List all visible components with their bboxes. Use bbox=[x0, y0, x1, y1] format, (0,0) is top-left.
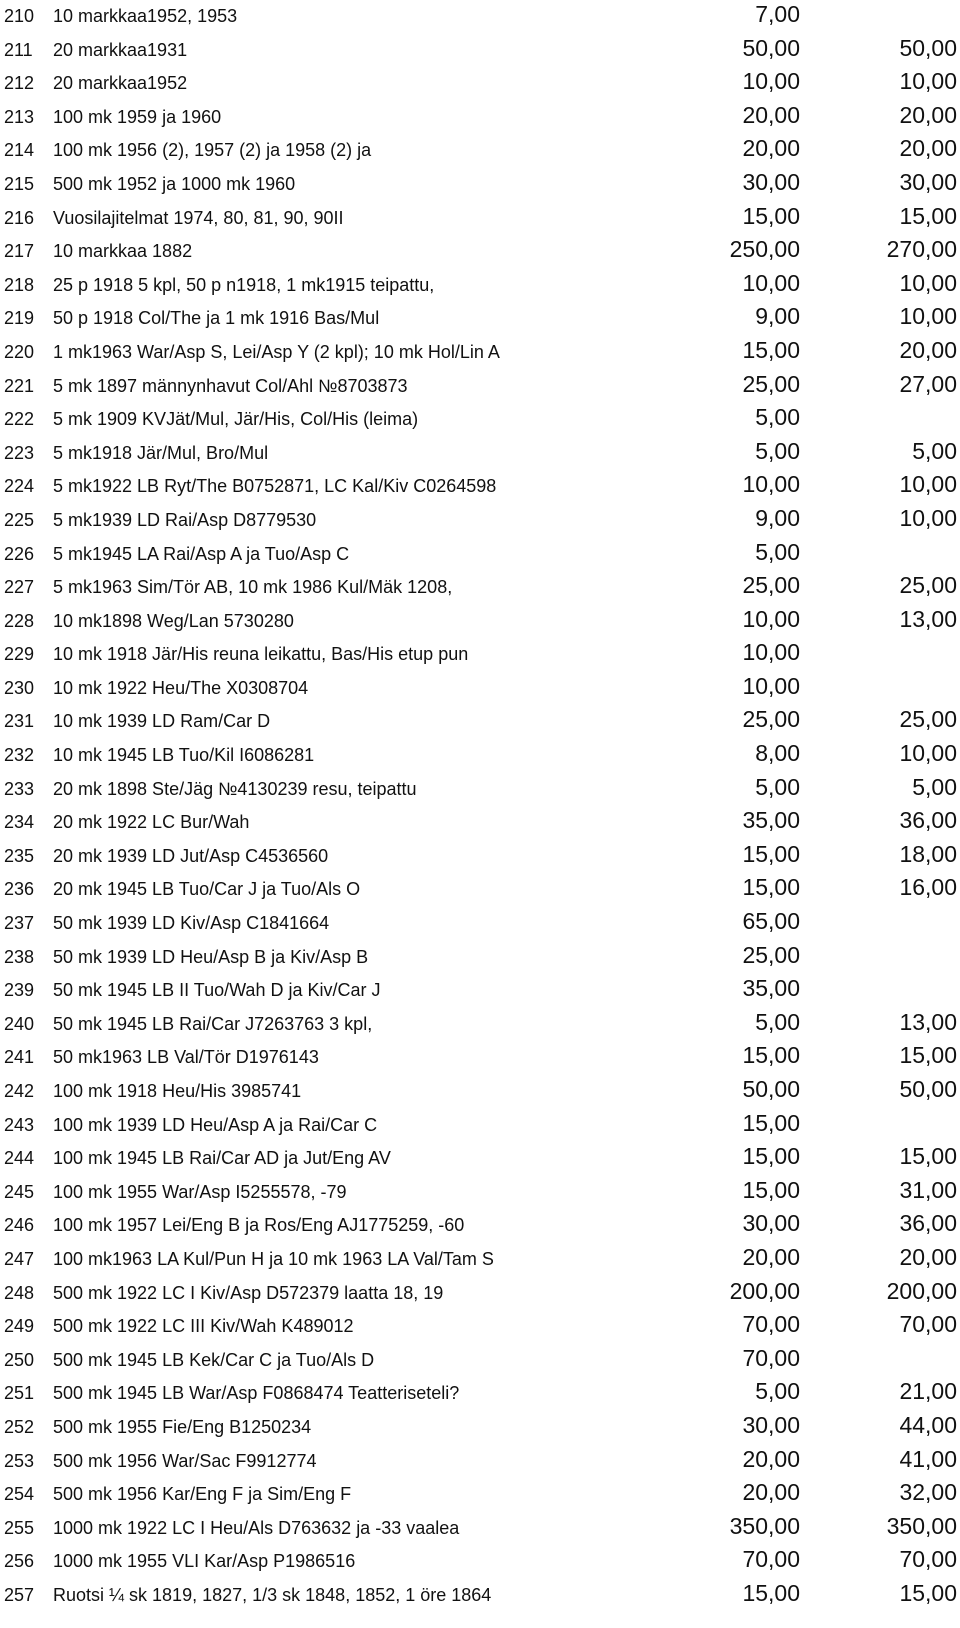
item-description: 5 mk1922 LB Ryt/The B0752871, LC Kal/Kiv C0264598 bbox=[53, 476, 497, 497]
item-number: 222 bbox=[4, 409, 35, 430]
item-number: 233 bbox=[4, 778, 35, 799]
price-realized: 50,00 bbox=[899, 1076, 957, 1102]
item-number: 212 bbox=[4, 73, 35, 94]
item-description: Ruotsi ¼ sk 1819, 1827, 1/3 sk 1848, 1852, 1 öre 1864 bbox=[53, 1584, 492, 1605]
price-estimate: 15,00 bbox=[742, 1109, 800, 1136]
list-item bbox=[0, 1041, 960, 1075]
price-realized: 13,00 bbox=[899, 1008, 957, 1035]
item-description: 500 mk 1945 LB War/Asp F0868474 Teatteriseteli? bbox=[53, 1383, 460, 1404]
list-item bbox=[0, 1478, 960, 1512]
price-estimate: 70,00 bbox=[742, 1344, 800, 1371]
price-estimate: 10,00 bbox=[742, 269, 800, 296]
price-realized: 36,00 bbox=[899, 1210, 957, 1237]
price-realized: 5,00 bbox=[912, 773, 957, 800]
item-number: 249 bbox=[4, 1316, 35, 1337]
list-item bbox=[0, 1075, 960, 1109]
price-realized: 20,00 bbox=[899, 336, 957, 363]
list-item bbox=[0, 806, 960, 840]
item-number: 211 bbox=[4, 39, 33, 60]
price-realized: 44,00 bbox=[899, 1411, 957, 1438]
item-description: 5 mk 1909 KVJät/Mul, Jär/His, Col/His (leima) bbox=[53, 409, 419, 430]
item-description: 50 mk 1945 LB II Tuo/Wah D ja Kiv/Car J bbox=[53, 980, 381, 1001]
price-realized: 25,00 bbox=[899, 706, 957, 733]
list-item bbox=[0, 504, 960, 538]
list-item bbox=[0, 1545, 960, 1579]
item-number: 240 bbox=[4, 1013, 35, 1034]
item-number: 257 bbox=[4, 1584, 35, 1605]
item-description: 100 mk1963 LA Kul/Pun H ja 10 mk 1963 LA Val/Tam S bbox=[53, 1248, 494, 1269]
list-item bbox=[0, 1142, 960, 1176]
item-description: 50 mk 1939 LD Heu/Asp B ja Kiv/Asp B bbox=[53, 946, 369, 967]
list-item bbox=[0, 705, 960, 739]
list-item bbox=[0, 302, 960, 336]
price-realized: 32,00 bbox=[899, 1479, 957, 1506]
item-description: 100 mk 1956 (2), 1957 (2) ja 1958 (2) ja bbox=[53, 140, 372, 161]
price-estimate: 5,00 bbox=[755, 404, 800, 431]
item-description: 1000 mk 1955 VLI Kar/Asp P1986516 bbox=[53, 1551, 356, 1572]
list-item bbox=[0, 34, 960, 68]
item-number: 244 bbox=[4, 1148, 35, 1169]
item-description: 500 mk 1922 LC III Kiv/Wah K489012 bbox=[53, 1316, 354, 1337]
item-description: Vuosilajitelmat 1974, 80, 81, 90, 90II bbox=[53, 207, 344, 228]
price-realized: 36,00 bbox=[899, 807, 957, 834]
item-description: 5 mk 1897 männynhavut Col/Ahl №8703873 bbox=[53, 375, 408, 396]
item-number: 236 bbox=[4, 879, 35, 900]
list-item bbox=[0, 470, 960, 504]
item-number: 255 bbox=[4, 1517, 35, 1538]
price-estimate: 200,00 bbox=[729, 1277, 800, 1304]
item-number: 228 bbox=[4, 610, 35, 631]
price-estimate: 15,00 bbox=[742, 1143, 800, 1170]
item-number: 219 bbox=[4, 308, 35, 329]
item-description: 10 markkaa 1882 bbox=[53, 241, 193, 262]
list-item bbox=[0, 437, 960, 471]
item-description: 10 mk 1945 LB Tuo/Kil I6086281 bbox=[53, 745, 315, 766]
list-item bbox=[0, 1209, 960, 1243]
item-description: 10 mk1898 Weg/Lan 5730280 bbox=[53, 610, 294, 631]
price-realized: 25,00 bbox=[899, 572, 957, 599]
price-estimate: 35,00 bbox=[742, 975, 800, 1002]
item-number: 225 bbox=[4, 509, 35, 530]
list-item bbox=[0, 873, 960, 907]
price-estimate: 10,00 bbox=[742, 672, 800, 699]
price-estimate: 15,00 bbox=[742, 1042, 800, 1069]
price-estimate: 25,00 bbox=[742, 941, 800, 968]
item-number: 241 bbox=[4, 1047, 35, 1068]
item-description: 500 mk 1955 Fie/Eng B1250234 bbox=[53, 1416, 312, 1437]
item-description: 50 mk 1945 LB Rai/Car J7263763 3 kpl, bbox=[53, 1013, 373, 1034]
item-number: 217 bbox=[4, 241, 35, 262]
item-description: 100 mk 1957 Lei/Eng B ja Ros/Eng AJ1775259, -60 bbox=[53, 1215, 465, 1236]
list-item bbox=[0, 773, 960, 807]
list-item bbox=[0, 1445, 960, 1479]
item-number: 253 bbox=[4, 1450, 35, 1471]
price-estimate: 9,00 bbox=[755, 303, 800, 330]
price-estimate: 10,00 bbox=[742, 639, 800, 666]
list-item bbox=[0, 605, 960, 639]
price-realized: 21,00 bbox=[899, 1378, 957, 1405]
item-number: 227 bbox=[4, 577, 35, 598]
list-item bbox=[0, 1377, 960, 1411]
item-number: 238 bbox=[4, 946, 35, 967]
item-description: 100 mk 1939 LD Heu/Asp A ja Rai/Car C bbox=[53, 1114, 378, 1135]
list-item bbox=[0, 134, 960, 168]
item-number: 250 bbox=[4, 1349, 35, 1370]
price-estimate: 10,00 bbox=[742, 605, 800, 632]
item-number: 252 bbox=[4, 1416, 35, 1437]
price-estimate: 20,00 bbox=[742, 1243, 800, 1270]
item-number: 224 bbox=[4, 476, 35, 497]
item-number: 210 bbox=[4, 6, 35, 26]
item-number: 235 bbox=[4, 845, 35, 866]
item-number: 214 bbox=[4, 140, 35, 161]
list-item bbox=[0, 101, 960, 135]
price-estimate: 15,00 bbox=[742, 1176, 800, 1203]
price-realized: 10,00 bbox=[899, 269, 957, 296]
price-estimate: 5,00 bbox=[755, 437, 800, 464]
price-estimate: 350,00 bbox=[729, 1512, 800, 1539]
price-realized: 20,00 bbox=[899, 101, 957, 128]
item-description: 10 markkaa1952, 1953 bbox=[53, 6, 238, 26]
price-estimate: 9,00 bbox=[755, 504, 800, 531]
item-description: 20 mk 1945 LB Tuo/Car J ja Tuo/Als O bbox=[53, 879, 361, 900]
list-item bbox=[0, 0, 960, 34]
item-number: 234 bbox=[4, 812, 35, 833]
price-estimate: 15,00 bbox=[742, 336, 800, 363]
price-realized: 41,00 bbox=[899, 1445, 957, 1472]
item-number: 221 bbox=[4, 375, 35, 396]
price-estimate: 20,00 bbox=[742, 1445, 800, 1472]
list-item bbox=[0, 1176, 960, 1210]
price-estimate: 35,00 bbox=[742, 807, 800, 834]
price-estimate: 20,00 bbox=[742, 135, 800, 162]
item-number: 239 bbox=[4, 980, 35, 1001]
item-description: 20 mk 1939 LD Jut/Asp C4536560 bbox=[53, 845, 329, 866]
item-number: 213 bbox=[4, 106, 35, 127]
item-description: 5 mk1939 LD Rai/Asp D8779530 bbox=[53, 509, 317, 530]
price-realized: 20,00 bbox=[899, 1243, 957, 1270]
item-number: 218 bbox=[4, 274, 35, 295]
price-estimate: 250,00 bbox=[729, 236, 800, 263]
price-realized: 10,00 bbox=[899, 471, 957, 498]
price-estimate: 30,00 bbox=[742, 1411, 800, 1438]
price-realized: 30,00 bbox=[899, 168, 957, 195]
price-realized: 70,00 bbox=[899, 1546, 957, 1573]
price-realized: 18,00 bbox=[899, 840, 957, 867]
price-realized: 10,00 bbox=[899, 68, 957, 95]
price-realized: 15,00 bbox=[899, 1143, 957, 1170]
item-description: 500 mk 1922 LC I Kiv/Asp D572379 laatta 18, 19 bbox=[53, 1282, 444, 1303]
item-number: 254 bbox=[4, 1484, 35, 1505]
item-number: 220 bbox=[4, 341, 35, 362]
price-realized: 20,00 bbox=[899, 135, 957, 162]
item-description: 500 mk 1956 Kar/Eng F ja Sim/Eng F bbox=[53, 1484, 352, 1505]
list-item bbox=[0, 739, 960, 773]
price-realized: 15,00 bbox=[899, 202, 957, 229]
price-realized: 15,00 bbox=[899, 1042, 957, 1069]
item-number: 246 bbox=[4, 1215, 35, 1236]
item-description: 10 mk 1918 Jär/His reuna leikattu, Bas/His etup pun bbox=[53, 644, 469, 665]
item-number: 215 bbox=[4, 173, 35, 194]
price-realized: 10,00 bbox=[899, 740, 957, 767]
price-estimate: 65,00 bbox=[742, 908, 800, 935]
item-description: 10 mk 1922 Heu/The X0308704 bbox=[53, 677, 309, 698]
price-realized: 50,00 bbox=[899, 34, 957, 61]
item-number: 230 bbox=[4, 677, 35, 698]
list-item bbox=[0, 1277, 960, 1311]
item-description: 20 mk 1898 Ste/Jäg №4130239 resu, teipattu bbox=[53, 778, 417, 799]
item-number: 243 bbox=[4, 1114, 35, 1135]
price-estimate: 25,00 bbox=[742, 706, 800, 733]
price-estimate: 30,00 bbox=[742, 168, 800, 195]
price-estimate: 7,00 bbox=[755, 1, 800, 27]
list-item bbox=[0, 672, 960, 706]
list-item bbox=[0, 202, 960, 236]
list-item bbox=[0, 168, 960, 202]
item-number: 216 bbox=[4, 207, 35, 228]
list-item bbox=[0, 1310, 960, 1344]
item-description: 50 mk 1939 LD Kiv/Asp C1841664 bbox=[53, 913, 330, 934]
list-item bbox=[0, 941, 960, 975]
price-estimate: 15,00 bbox=[742, 840, 800, 867]
list-item bbox=[0, 1411, 960, 1445]
item-number: 229 bbox=[4, 644, 35, 665]
price-realized: 31,00 bbox=[899, 1176, 957, 1203]
price-estimate: 15,00 bbox=[742, 1579, 800, 1606]
item-description: 500 mk 1952 ja 1000 mk 1960 bbox=[53, 173, 296, 194]
item-number: 232 bbox=[4, 745, 35, 766]
item-number: 248 bbox=[4, 1282, 35, 1303]
price-realized: 15,00 bbox=[899, 1579, 957, 1606]
item-number: 237 bbox=[4, 913, 35, 934]
list-item bbox=[0, 370, 960, 404]
price-realized: 10,00 bbox=[899, 504, 957, 531]
item-description: 20 markkaa1952 bbox=[53, 73, 188, 94]
item-number: 242 bbox=[4, 1081, 35, 1101]
price-estimate: 50,00 bbox=[742, 1076, 800, 1102]
price-realized: 5,00 bbox=[912, 437, 957, 464]
item-description: 20 mk 1922 LC Bur/Wah bbox=[53, 812, 250, 833]
list-item bbox=[0, 571, 960, 605]
list-item bbox=[0, 1109, 960, 1143]
list-item bbox=[0, 1344, 960, 1378]
list-item bbox=[0, 1243, 960, 1277]
list-item bbox=[0, 638, 960, 672]
price-estimate: 20,00 bbox=[742, 1479, 800, 1506]
price-estimate: 50,00 bbox=[742, 34, 800, 61]
list-item bbox=[0, 840, 960, 874]
list-item bbox=[0, 235, 960, 269]
price-estimate: 5,00 bbox=[755, 1008, 800, 1035]
list-item bbox=[0, 974, 960, 1008]
price-realized: 16,00 bbox=[899, 874, 957, 901]
item-description: 10 mk 1939 LD Ram/Car D bbox=[53, 711, 271, 732]
item-description: 50 mk1963 LB Val/Tör D1976143 bbox=[53, 1047, 319, 1068]
price-estimate: 15,00 bbox=[742, 874, 800, 901]
item-description: 100 mk 1918 Heu/His 3985741 bbox=[53, 1081, 302, 1101]
item-description: 500 mk 1945 LB Kek/Car C ja Tuo/Als D bbox=[53, 1349, 375, 1370]
item-description: 500 mk 1956 War/Sac F9912774 bbox=[53, 1450, 317, 1471]
item-description: 1000 mk 1922 LC I Heu/Als D763632 ja -33 vaalea bbox=[53, 1517, 460, 1538]
item-description: 100 mk 1945 LB Rai/Car AD ja Jut/Eng AV bbox=[53, 1148, 391, 1169]
item-number: 245 bbox=[4, 1181, 35, 1202]
item-description: 50 p 1918 Col/The ja 1 mk 1916 Bas/Mul bbox=[53, 308, 380, 329]
item-description: 100 mk 1955 War/Asp I5255578, -79 bbox=[53, 1181, 347, 1202]
list-item bbox=[0, 1579, 960, 1613]
item-number: 231 bbox=[4, 711, 35, 732]
price-estimate: 25,00 bbox=[742, 370, 800, 397]
item-description: 5 mk1945 LA Rai/Asp A ja Tuo/Asp C bbox=[53, 543, 350, 564]
price-realized: 27,00 bbox=[899, 370, 957, 397]
price-realized: 350,00 bbox=[886, 1512, 957, 1539]
price-estimate: 70,00 bbox=[742, 1546, 800, 1573]
list-item bbox=[0, 1512, 960, 1546]
item-number: 223 bbox=[4, 442, 35, 463]
list-item bbox=[0, 538, 960, 572]
price-estimate: 8,00 bbox=[755, 740, 800, 767]
price-estimate: 5,00 bbox=[755, 773, 800, 800]
price-estimate: 15,00 bbox=[742, 202, 800, 229]
item-description: 5 mk1918 Jär/Mul, Bro/Mul bbox=[53, 442, 269, 463]
list-item bbox=[0, 403, 960, 437]
item-description: 20 markkaa1931 bbox=[53, 39, 188, 60]
item-number: 251 bbox=[4, 1383, 35, 1404]
price-estimate: 25,00 bbox=[742, 572, 800, 599]
price-estimate: 5,00 bbox=[755, 538, 800, 565]
price-realized: 70,00 bbox=[899, 1311, 957, 1338]
list-item bbox=[0, 269, 960, 303]
price-estimate: 10,00 bbox=[742, 471, 800, 498]
price-realized: 10,00 bbox=[899, 303, 957, 330]
list-item bbox=[0, 907, 960, 941]
price-estimate: 20,00 bbox=[742, 101, 800, 128]
price-realized: 200,00 bbox=[886, 1277, 957, 1304]
item-number: 247 bbox=[4, 1248, 35, 1269]
item-number: 226 bbox=[4, 543, 35, 564]
list-item bbox=[0, 1008, 960, 1042]
price-estimate: 30,00 bbox=[742, 1210, 800, 1237]
list-item bbox=[0, 67, 960, 101]
price-estimate: 10,00 bbox=[742, 68, 800, 95]
item-description: 1 mk1963 War/Asp S, Lei/Asp Y (2 kpl); 10 mk Hol/Lin A bbox=[53, 341, 500, 362]
item-description: 5 mk1963 Sim/Tör AB, 10 mk 1986 Kul/Mäk 1208, bbox=[53, 577, 453, 598]
item-description: 100 mk 1959 ja 1960 bbox=[53, 106, 222, 127]
price-realized: 270,00 bbox=[886, 236, 957, 263]
item-description: 25 p 1918 5 kpl, 50 p n1918, 1 mk1915 teipattu, bbox=[53, 274, 435, 295]
list-item bbox=[0, 336, 960, 370]
price-estimate: 5,00 bbox=[755, 1378, 800, 1405]
price-estimate: 70,00 bbox=[742, 1311, 800, 1338]
price-realized: 13,00 bbox=[899, 605, 957, 632]
item-number: 256 bbox=[4, 1551, 35, 1572]
